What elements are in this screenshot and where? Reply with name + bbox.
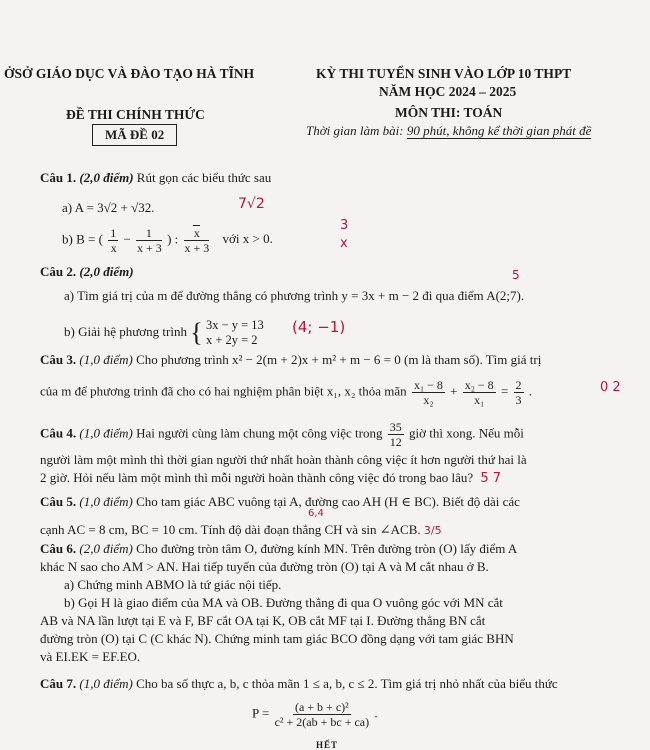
q7-p-prefix: P = (252, 705, 270, 721)
exam-code-box (92, 124, 177, 146)
q1-a-handwriting: 7√2 (238, 196, 265, 212)
q6-title: Câu 6. (40, 541, 77, 556)
q6-block (40, 540, 640, 666)
q5-text-1: Cho tam giác ABC vuông tại A, đường cao AH (H ∈ BC). Biết độ dài các (136, 494, 520, 509)
q2-eq2: x + 2y = 2 (205, 333, 258, 347)
q5-line1 (40, 494, 520, 510)
q4-line1 (40, 420, 524, 449)
q7-line1 (40, 676, 558, 692)
q3-line2: của m để phương trình đã cho có hai nghiệm phân biệt x₁, x₂ thỏa mãn $\frac{\text{x₁ − 8}}{\text{x₂}}$ + $\frac{\text{x₂ − 8}}{\text{x₁}}$ = $\frac{2}{3}$ . (40, 378, 533, 407)
q1-points: (2,0 điểm) (79, 170, 134, 185)
q2-points: (2,0 điểm) (79, 264, 134, 279)
q7-formula: P = $\frac{\text{(a + b + c)²}}{\text{c² + 2(ab + bc + ca)}}$ . (252, 700, 378, 729)
q2-a-handwriting: 5 (512, 268, 520, 282)
subject-label: MÔN THI: TOÁN (395, 105, 503, 120)
q6-line2: khác N sao cho AM > AN. Hai tiếp tuyến của đường tròn (O) tại A và M cắt nhau ở B. (40, 559, 489, 574)
department-name: ỞSỞ GIÁO DỤC VÀ ĐÀO TẠO HÀ TĨNH (4, 66, 255, 81)
exam-code: MÃ ĐỀ 02 (105, 127, 165, 142)
q6-text-1: Cho đường tròn tâm O, đường kính MN. Trên đường tròn (O) lấy điểm A (136, 541, 518, 556)
q5-title: Câu 5. (40, 494, 77, 509)
q4-title: Câu 4. (40, 425, 77, 441)
q4-text-3: 2 giờ. Hỏi nếu làm một mình thì mỗi người hoàn thành công việc đó trong bao lâu? (40, 470, 474, 485)
q4-handwriting: 5 7 (480, 471, 502, 486)
q5-line2 (40, 522, 442, 538)
time-value: 90 phút, không kể thời gian phát đề (406, 123, 592, 138)
q1-heading (40, 170, 271, 186)
q3-handwriting: 0 2 (600, 380, 621, 395)
q7-title: Câu 7. (40, 676, 77, 691)
end-marker: HẾT (316, 740, 339, 750)
q2-eq1: 3x − y = 13 (205, 318, 264, 332)
q1-a-expr: A = 3√2 + √32. (74, 200, 155, 215)
q3-frac-1: $\frac{\text{x₁ − 8}}{\text{x₂}}$ (413, 378, 443, 407)
q1-b-prefix: B = ( (76, 231, 103, 247)
school-year: NĂM HỌC 2024 – 2025 (379, 84, 517, 99)
q1-a-label: a) (62, 200, 73, 215)
q4-line3 (40, 470, 501, 486)
q1-b-condition: với x > 0. (222, 231, 273, 247)
time-info (306, 123, 591, 139)
q5-text-2: cạnh AC = 8 cm, BC = 10 cm. Tính độ dài đoạn thẳng CH và sin ∠ACB. (40, 522, 421, 537)
q3-text-2: của m để phương trình đã cho có hai nghiệm phân biệt x₁, x₂ thỏa mãn (40, 383, 407, 399)
q1-part-a (62, 200, 155, 216)
q5-points: (1,0 điểm) (79, 494, 133, 509)
q1-b-hand-den: x (340, 236, 348, 251)
q7-frac: $\frac{\text{(a + b + c)²}}{\text{c² + 2(ab + bc + ca)}}$ (274, 700, 370, 729)
q4-text-1a: Hai người cùng làm chung một công việc trong (136, 425, 383, 441)
q2-system (206, 318, 264, 348)
q3-points: (1,0 điểm) (79, 352, 133, 367)
q5-handwriting-2: 3/5 (423, 524, 442, 537)
q3-title: Câu 3. (40, 352, 77, 367)
q1-frac-3: $\frac{x}{x + 3}$ (184, 226, 210, 255)
q2-heading (40, 264, 134, 280)
q2-part-b: b) Giải hệ phương trình { 3x − y = 13 x + 2y = 2 (64, 318, 264, 347)
q5-handwriting-1: 6,4 (308, 508, 324, 519)
q1-b-label: b) (62, 231, 73, 247)
q4-line2: người làm một mình thì thời gian người thứ nhất hoàn thành công việc ít hơn người thứ hai là (40, 452, 527, 467)
q1-b-hand-num: 3 (340, 218, 349, 233)
q1-part-b: b) B = ( $\frac{1}{x}$ − $\frac{1}{x + 3}$ ) : $\frac{x}{x + 3}$ với x > 0. (62, 226, 273, 255)
q4-frac: $\frac{35}{12}$ (389, 420, 402, 449)
q6-part-b2: AB và NA lần lượt tại E và F, BF cắt OA tại K, OB cắt MF tại I. Đường thẳng BN cắt (40, 613, 486, 628)
q6-line1 (40, 540, 640, 558)
q3-frac-3: $\frac{2}{3}$ (515, 378, 522, 407)
q1-frac-1: $\frac{1}{x}$ (110, 226, 117, 255)
q2-title: Câu 2. (40, 264, 77, 279)
q3-frac-2: $\frac{\text{x₂ − 8}}{\text{x₁}}$ (464, 378, 494, 407)
q6-points: (2,0 điểm) (79, 541, 133, 556)
q6-part-b1: b) Gọi H là giao điểm của MA và OB. Đường thẳng đi qua O vuông góc với MN cắt (64, 595, 503, 610)
q1-frac-2: $\frac{1}{x + 3}$ (137, 226, 162, 255)
official-label: ĐỀ THI CHÍNH THỨC (66, 107, 205, 122)
exam-title: KỲ THI TUYỂN SINH VÀO LỚP 10 THPT (316, 66, 572, 81)
q2-b-text: b) Giải hệ phương trình (64, 323, 187, 339)
q1-text: Rút gọn các biểu thức sau (136, 170, 272, 185)
q1-title: Câu 1. (40, 170, 77, 185)
q6-part-a: a) Chứng minh ABMO là tứ giác nội tiếp. (64, 577, 282, 592)
q3-text-1: Cho phương trình x² − 2(m + 2)x + m² + m − 6 = 0 (m là tham số). Tìm giá trị (136, 352, 542, 367)
q7-text-1: Cho ba số thực a, b, c thỏa mãn 1 ≤ a, b, c ≤ 2. Tìm giá trị nhỏ nhất của biểu thức (136, 676, 558, 691)
q2-b-handwriting: (4; −1) (292, 318, 346, 336)
q3-line1 (40, 352, 541, 368)
q7-points: (1,0 điểm) (79, 676, 133, 691)
q4-points: (1,0 điểm) (79, 425, 133, 441)
q6-part-b3: đường tròn (O) tại C (C khác N). Chứng minh tam giác BCO đồng dạng với tam giác BHN (40, 631, 514, 646)
q4-text-1b: giờ thì xong. Nếu mỗi (409, 425, 524, 441)
q6-part-b4: và EI.EK = EF.EO. (40, 649, 141, 664)
time-prefix: Thời gian làm bài: (306, 123, 407, 138)
q2-part-a: a) Tìm giá trị của m để đường thẳng có phương trình y = 3x + m − 2 đi qua điểm A(2;7). (64, 288, 525, 303)
